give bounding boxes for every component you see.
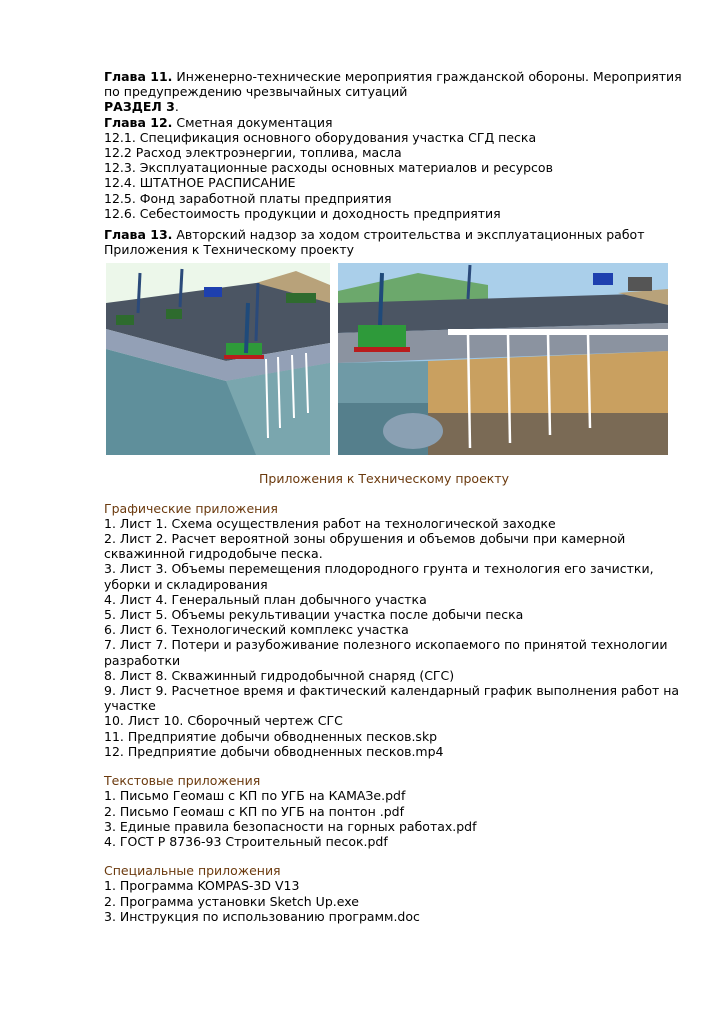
chapter-11-label: Глава 11.	[104, 69, 173, 84]
toc-chapter-11	[104, 69, 682, 84]
list-item: 3. Лист 3. Объемы перемещения плодородного грунта и технология его зачистки,	[104, 561, 654, 577]
text-appendices-title: Текстовые приложения	[104, 773, 261, 789]
illustrations	[106, 263, 670, 457]
graphic-appendices-title: Графические приложения	[104, 500, 278, 516]
toc-item: 12.4. ШТАТНОЕ РАСПИСАНИЕ	[104, 175, 296, 191]
list-item: скважинной гидродобыче песка.	[104, 546, 323, 562]
chapter-12-text: Сметная документация	[172, 114, 333, 130]
list-item: 2. Письмо Геомаш с КП по УГБ на понтон .pdf	[104, 803, 404, 819]
list-item: 1. Программа KOMPAS-3D V13	[104, 878, 300, 894]
list-item: 1. Лист 1. Схема осуществления работ на технологической заходке	[104, 515, 556, 531]
toc-chapter-13	[104, 227, 664, 242]
toc-appendix-line: Приложения к Техническому проекту	[104, 242, 354, 258]
special-appendices-title: Специальные приложения	[104, 863, 281, 879]
list-item: разработки	[104, 652, 181, 668]
toc-item: 12.6. Себестоимость продукции и доходность предприятия	[104, 205, 501, 221]
toc-item: 12.5. Фонд заработной платы предприятия	[104, 190, 392, 206]
list-item: 11. Предприятие добычи обводненных песков.skp	[104, 728, 438, 744]
list-item: 1. Письмо Геомаш с КП по УГБ на КАМАЗе.pdf	[104, 788, 406, 804]
list-item: 10. Лист 10. Сборочный чертеж СГС	[104, 713, 343, 729]
toc-item: 12.1. Спецификация основного оборудования участка СГД песка	[104, 129, 537, 145]
list-item: 6. Лист 6. Технологический комплекс участка	[104, 622, 409, 638]
site-illustration-right	[338, 263, 668, 455]
list-item: 7. Лист 7. Потери и разубоживание полезного ископаемого по принятой технологии	[104, 637, 668, 653]
list-item: участке	[104, 698, 156, 714]
toc-item: 12.3. Эксплуатационные расходы основных материалов и ресурсов	[104, 160, 553, 176]
list-item: 4. ГОСТ Р 8736-93 Строительный песок.pdf	[104, 833, 388, 849]
list-item: 5. Лист 5. Объемы рекультивации участка после добычи песка	[104, 607, 524, 623]
chapter-11-text: Инженерно-технические мероприятия гражданской обороны. Мероприятия	[172, 69, 682, 84]
document-page	[104, 69, 682, 924]
graphic-appendices-list	[104, 515, 680, 759]
toc-section-3: РАЗДЕЛ 3.	[104, 99, 179, 115]
toc-chapter-11-cont: по предупреждению чрезвычайных ситуаций	[104, 84, 408, 100]
toc-chapter-12	[104, 115, 664, 130]
list-item: 3. Единые правила безопасности на горных работах.pdf	[104, 818, 477, 834]
section-3-label: РАЗДЕЛ 3	[104, 99, 175, 115]
chapter-13-text: Авторский надзор за ходом строительства и эксплуатационных работ	[172, 227, 645, 243]
chapter-12-label: Глава 12.	[104, 114, 173, 130]
list-item: 2. Лист 2. Расчет вероятной зоны обрушения и объемов добычи при камерной	[104, 531, 626, 547]
list-item: уборки и складирования	[104, 576, 268, 592]
chapter-13-label: Глава 13.	[104, 227, 173, 243]
toc-item: 12.2 Расход электроэнергии, топлива, масла	[104, 145, 402, 161]
list-item: 9. Лист 9. Расчетное время и фактический календарный график выполнения работ на	[104, 683, 680, 699]
list-item: 12. Предприятие добычи обводненных песков.mp4	[104, 743, 444, 759]
text-appendices-list	[104, 788, 664, 849]
list-item: 2. Программа установки Sketch Up.exe	[104, 893, 359, 909]
list-item: 4. Лист 4. Генеральный план добычного участка	[104, 591, 427, 607]
special-appendices-list	[104, 878, 664, 924]
site-illustration-left	[106, 263, 330, 455]
appendix-caption: Приложения к Техническому проекту	[259, 471, 509, 487]
list-item: 8. Лист 8. Скважинный гидродобычной снаряд (СГС)	[104, 667, 455, 683]
list-item: 3. Инструкция по использованию программ.doc	[104, 908, 420, 924]
